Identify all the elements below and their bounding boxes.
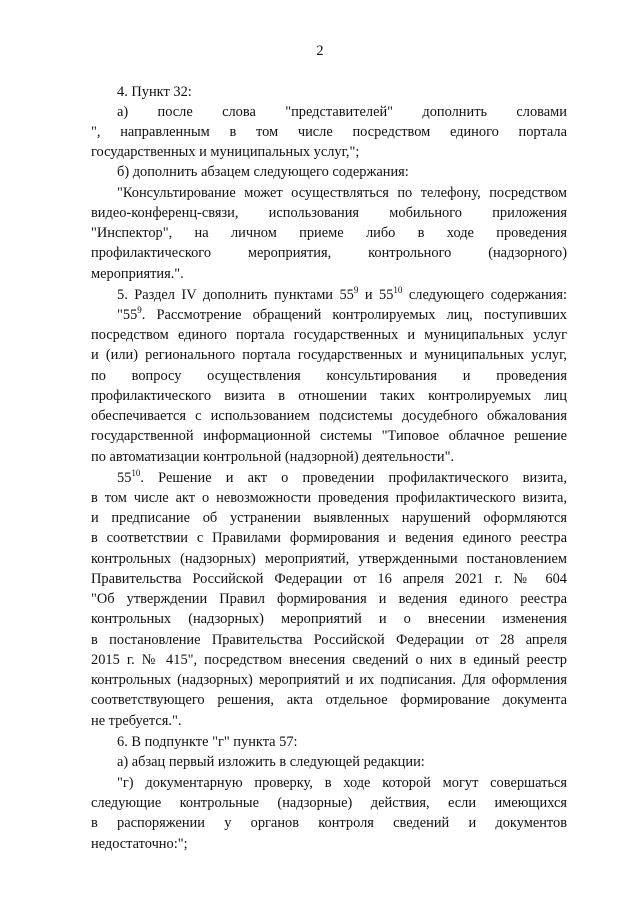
paragraph-line: в распоряжении у органов контроля сведений и документов [91,815,567,831]
paragraph-line: в постановление Правительства Российской Федерации от 28 апреля [91,632,567,648]
paragraph-line: "Инспектор", на личном приеме либо в ходе проведения [91,225,567,241]
paragraph-line: ", направленным в том числе посредством единого портала [91,124,567,140]
paragraph-line: Правительства Российской Федерации от 16 апреля 2021 г. № 604 [91,571,567,587]
paragraph-line: недостаточно:"; [91,836,188,852]
paragraph-line: 4. Пункт 32: [117,84,192,100]
paragraph-line: не требуется.". [91,713,182,729]
paragraph-line: "$55^9$. Рассмотрение обращений контролируемых лиц, поступивших [117,305,567,323]
paragraph-line: 6. В подпункте "г" пункта 57: [117,734,298,750]
paragraph-line: "г) документарную проверку, в ходе которой могут совершаться [117,775,567,791]
paragraph-line: "Об утверждении Правил формирования и ведения единого реестра [91,591,567,607]
paragraph-line: "Консультирование может осуществляться по телефону, посредством [117,185,567,201]
paragraph-line: контрольных (надзорных) мероприятий и о внесении изменения [91,611,567,627]
paragraph-line: видео-конференц-связи, использования мобильного приложения [91,205,567,221]
paragraph-line: контрольных (надзорных) мероприятий, утвержденными постановлением [91,551,567,567]
paragraph-line: мероприятия.". [91,266,184,282]
paragraph-line: и (или) регионального портала государственных и муниципальных услуг, [91,347,567,363]
paragraph-line: государственных и муниципальных услуг,"; [91,144,360,160]
paragraph-line: соответствующего решения, акта отдельное формирование документа [91,692,567,708]
paragraph-line: следующие контрольные (надзорные) действия, если имеющихся [91,795,567,811]
paragraph-line: $55^{10}$. Решение и акт о проведении профилактического визита, [117,468,567,486]
paragraph-line: и предписание об устранении выявленных нарушений оформляются [91,510,567,526]
paragraph-line: профилактического визита в отношении таких контролируемых лиц [91,388,567,404]
paragraph-line: государственной информационной системы "Типовое облачное решение [91,428,567,444]
paragraph-line: контрольных (надзорных) мероприятий и их подписания. Для оформления [91,672,567,688]
paragraph-line: по вопросу осуществления консультирования и проведения [91,368,567,384]
page-number: 2 [316,43,324,59]
paragraph-line: в том числе акт о невозможности проведения профилактического визита, [91,490,567,506]
paragraph-line: 2015 г. № 415", посредством внесения сведений о них в единый реестр [91,652,567,668]
paragraph-line: посредством единого портала государственных и муниципальных услуг [91,327,567,343]
paragraph-line: а) абзац первый изложить в следующей редакции: [117,754,425,770]
paragraph-line: по автоматизации контрольной (надзорной) деятельности". [91,449,455,465]
paragraph-line: в соответствии с Правилами формирования и ведения единого реестра [91,530,567,546]
paragraph-line: б) дополнить абзацем следующего содержания: [117,164,409,180]
paragraph-line: обеспечивается с использованием подсистемы досудебного обжалования [91,408,567,424]
paragraph-line: профилактического мероприятия, контрольного (надзорного) [91,245,567,261]
paragraph-line: 5. Раздел IV дополнить пунктами $55^9$ и $55^{10}$ следующего содержания: [117,285,568,303]
paragraph-line: а) после слова "представителей" дополнить словами [117,104,567,120]
